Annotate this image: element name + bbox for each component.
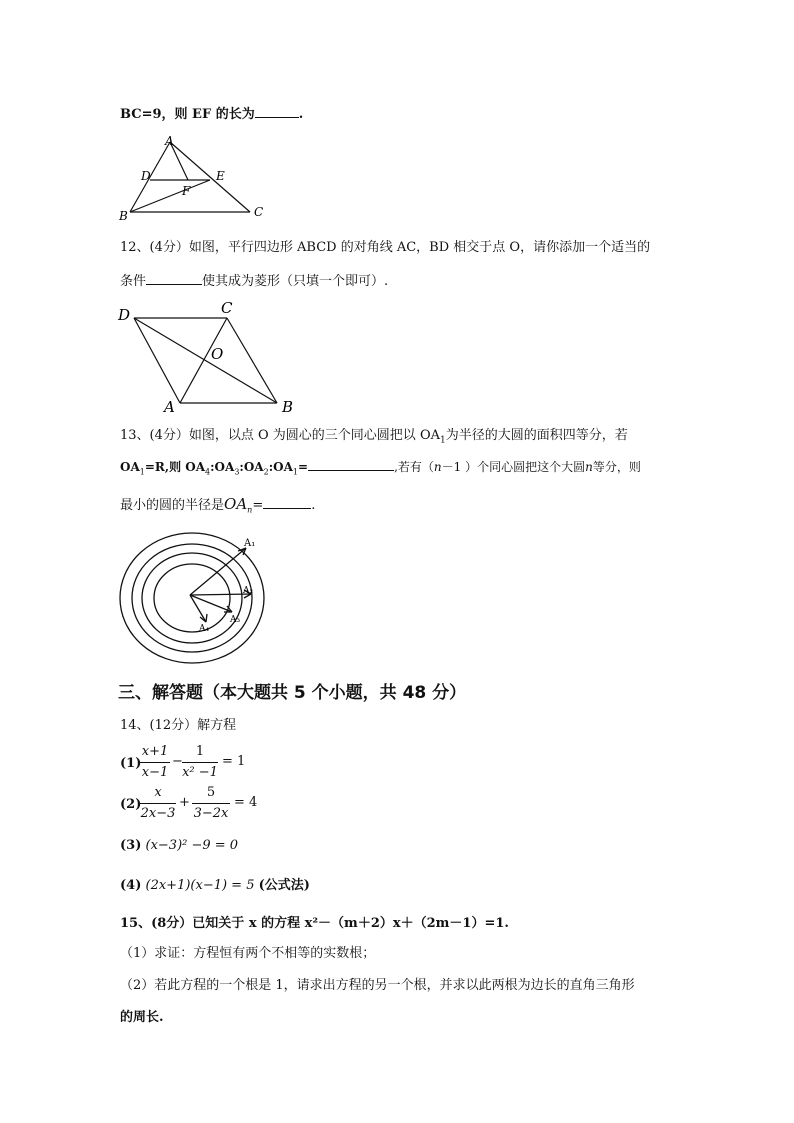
q13-sub5: 1 bbox=[292, 467, 298, 477]
q15-line1: 15、(8分）已知关于 x 的方程 x²－（m＋2）x＋（2m－1）=1. bbox=[120, 916, 509, 931]
q13-sub4: 2 bbox=[263, 467, 269, 477]
q12-label-d: D bbox=[118, 306, 131, 324]
q14-p2-f2-num: 5 bbox=[206, 785, 216, 800]
q13-line2 bbox=[120, 458, 641, 480]
q13-line1 bbox=[120, 428, 628, 449]
q11-answer-blank[interactable] bbox=[255, 105, 299, 118]
q13-label-a3: A₃ bbox=[230, 615, 241, 625]
q14-p1-f2-num: 1 bbox=[195, 744, 205, 759]
q11-label-e: E bbox=[216, 169, 225, 183]
q13-line2g: ,若有（ bbox=[394, 460, 434, 474]
q11-text bbox=[120, 105, 303, 123]
q14-p2-f2-bar bbox=[192, 803, 230, 804]
q14-p1-f2-den: x² −1 bbox=[182, 765, 218, 780]
q14-p3 bbox=[120, 838, 238, 854]
q14-p3-label: (3) bbox=[120, 838, 142, 853]
q15-part2a: （2）若此方程的一个根是 1，请求出方程的另一个根，并求以此两根为边长的直角三角形 bbox=[120, 978, 635, 993]
q14-p2-f1-den: 2x−3 bbox=[140, 806, 176, 821]
q11-label-b: B bbox=[119, 209, 128, 223]
q14-p1-f2-bar bbox=[182, 762, 218, 763]
q11-label-d: D bbox=[141, 169, 151, 183]
section-3-heading: 三、解答题（本大题共 5 个小题，共 48 分） bbox=[118, 683, 467, 703]
q13-line3-sub: n bbox=[247, 505, 253, 515]
q14-p4-label: (4) bbox=[120, 878, 142, 893]
q13-line1b: 为半径的大圆的面积四等分，若 bbox=[445, 428, 628, 443]
q12-parallelogram-figure bbox=[112, 298, 302, 416]
q14-p1-f1-bar bbox=[140, 762, 170, 763]
q13-line2c: :OA bbox=[210, 460, 235, 474]
q13-line3 bbox=[120, 496, 315, 519]
q13-line1a: 13、(4分）如图，以点 O 为圆心的三个同心圆把以 OA bbox=[120, 428, 440, 443]
q14-p1-f1-num: x+1 bbox=[141, 744, 169, 759]
q14-p2-f1-num: x bbox=[154, 785, 162, 800]
q13-line2e: :OA bbox=[268, 460, 293, 474]
q14-p2-plus: + bbox=[179, 795, 190, 810]
q11-label-f: F bbox=[182, 184, 191, 198]
q15-part1: （1）求证：方程恒有两个不相等的实数根； bbox=[120, 946, 376, 961]
q15-part2b: 的周长. bbox=[120, 1010, 164, 1025]
q13-sub1: 1 bbox=[139, 467, 145, 477]
q11-end: . bbox=[298, 107, 304, 122]
q14-p1-minus: − bbox=[172, 754, 183, 769]
q14-p1-rhs: = 1 bbox=[222, 754, 246, 769]
q14-p1-label: (1) bbox=[120, 756, 142, 771]
q13-line2-n1: n bbox=[433, 460, 442, 474]
q13-line3c: = bbox=[252, 498, 264, 513]
q13-line3a: 最小的圆的半径是 bbox=[120, 498, 225, 513]
q13-line3-end: . bbox=[311, 498, 316, 513]
q13-sub3: 3 bbox=[234, 467, 240, 477]
q11-label-c: C bbox=[254, 205, 264, 219]
q12-answer-blank[interactable] bbox=[146, 272, 202, 285]
q14-p2-f2-den: 3−2x bbox=[193, 806, 229, 821]
q13-label-a4: A₄ bbox=[199, 624, 210, 634]
q14-p4-expr: (2x+1)(x−1) = 5 bbox=[145, 878, 255, 893]
q13-line2-n2: n bbox=[585, 460, 593, 474]
q13-line1-sub: 1 bbox=[440, 435, 446, 446]
q13-label-a1: A₁ bbox=[244, 538, 256, 549]
q11-triangle-figure bbox=[110, 132, 280, 224]
q13-radius-blank[interactable] bbox=[263, 496, 311, 509]
q13-line2i: 等分，则 bbox=[592, 460, 641, 474]
q11-label-a: A bbox=[165, 134, 174, 148]
q12-label-o: O bbox=[211, 345, 224, 363]
q13-ratio-blank[interactable] bbox=[308, 458, 394, 471]
q13-line2b: =R,则 OA bbox=[144, 460, 206, 474]
q12-label-a: A bbox=[164, 398, 175, 416]
q13-line2h: －1 ）个同心圆把这个大圆 bbox=[441, 460, 586, 474]
q13-sub2: 4 bbox=[205, 467, 211, 477]
q12-line1: 12、(4分）如图，平行四边形 ABCD 的对角线 AC，BD 相交于点 O，请你添加一个适当的 bbox=[120, 240, 651, 255]
q13-line2f: = bbox=[298, 460, 309, 474]
q14-p4 bbox=[120, 878, 310, 894]
q14-title: 14、(12分）解方程 bbox=[120, 718, 237, 733]
q13-line2a: OA bbox=[120, 460, 140, 474]
q12-line2a: 条件 bbox=[120, 274, 147, 289]
q13-line2d: :OA bbox=[239, 460, 264, 474]
q14-p4-note: (公式法) bbox=[258, 878, 310, 893]
q13-circles-figure bbox=[116, 530, 272, 670]
q13-line3b: OA bbox=[224, 495, 248, 513]
q14-p2-f1-bar bbox=[140, 803, 176, 804]
q13-label-a2: A₂ bbox=[243, 586, 254, 596]
q14-p3-expr: (x−3)² −9 = 0 bbox=[145, 838, 239, 853]
q14-p2-rhs: = 4 bbox=[234, 795, 258, 810]
q12-line2b: 使其成为菱形（只填一个即可）. bbox=[202, 274, 389, 289]
q14-p1-f1-den: x−1 bbox=[141, 765, 169, 780]
q11-line: BC=9，则 EF 的长为 bbox=[120, 107, 255, 122]
q12-line2 bbox=[120, 272, 388, 290]
q12-label-c: C bbox=[221, 299, 233, 317]
q12-label-b: B bbox=[282, 398, 294, 416]
q14-p2-label: (2) bbox=[120, 797, 142, 812]
